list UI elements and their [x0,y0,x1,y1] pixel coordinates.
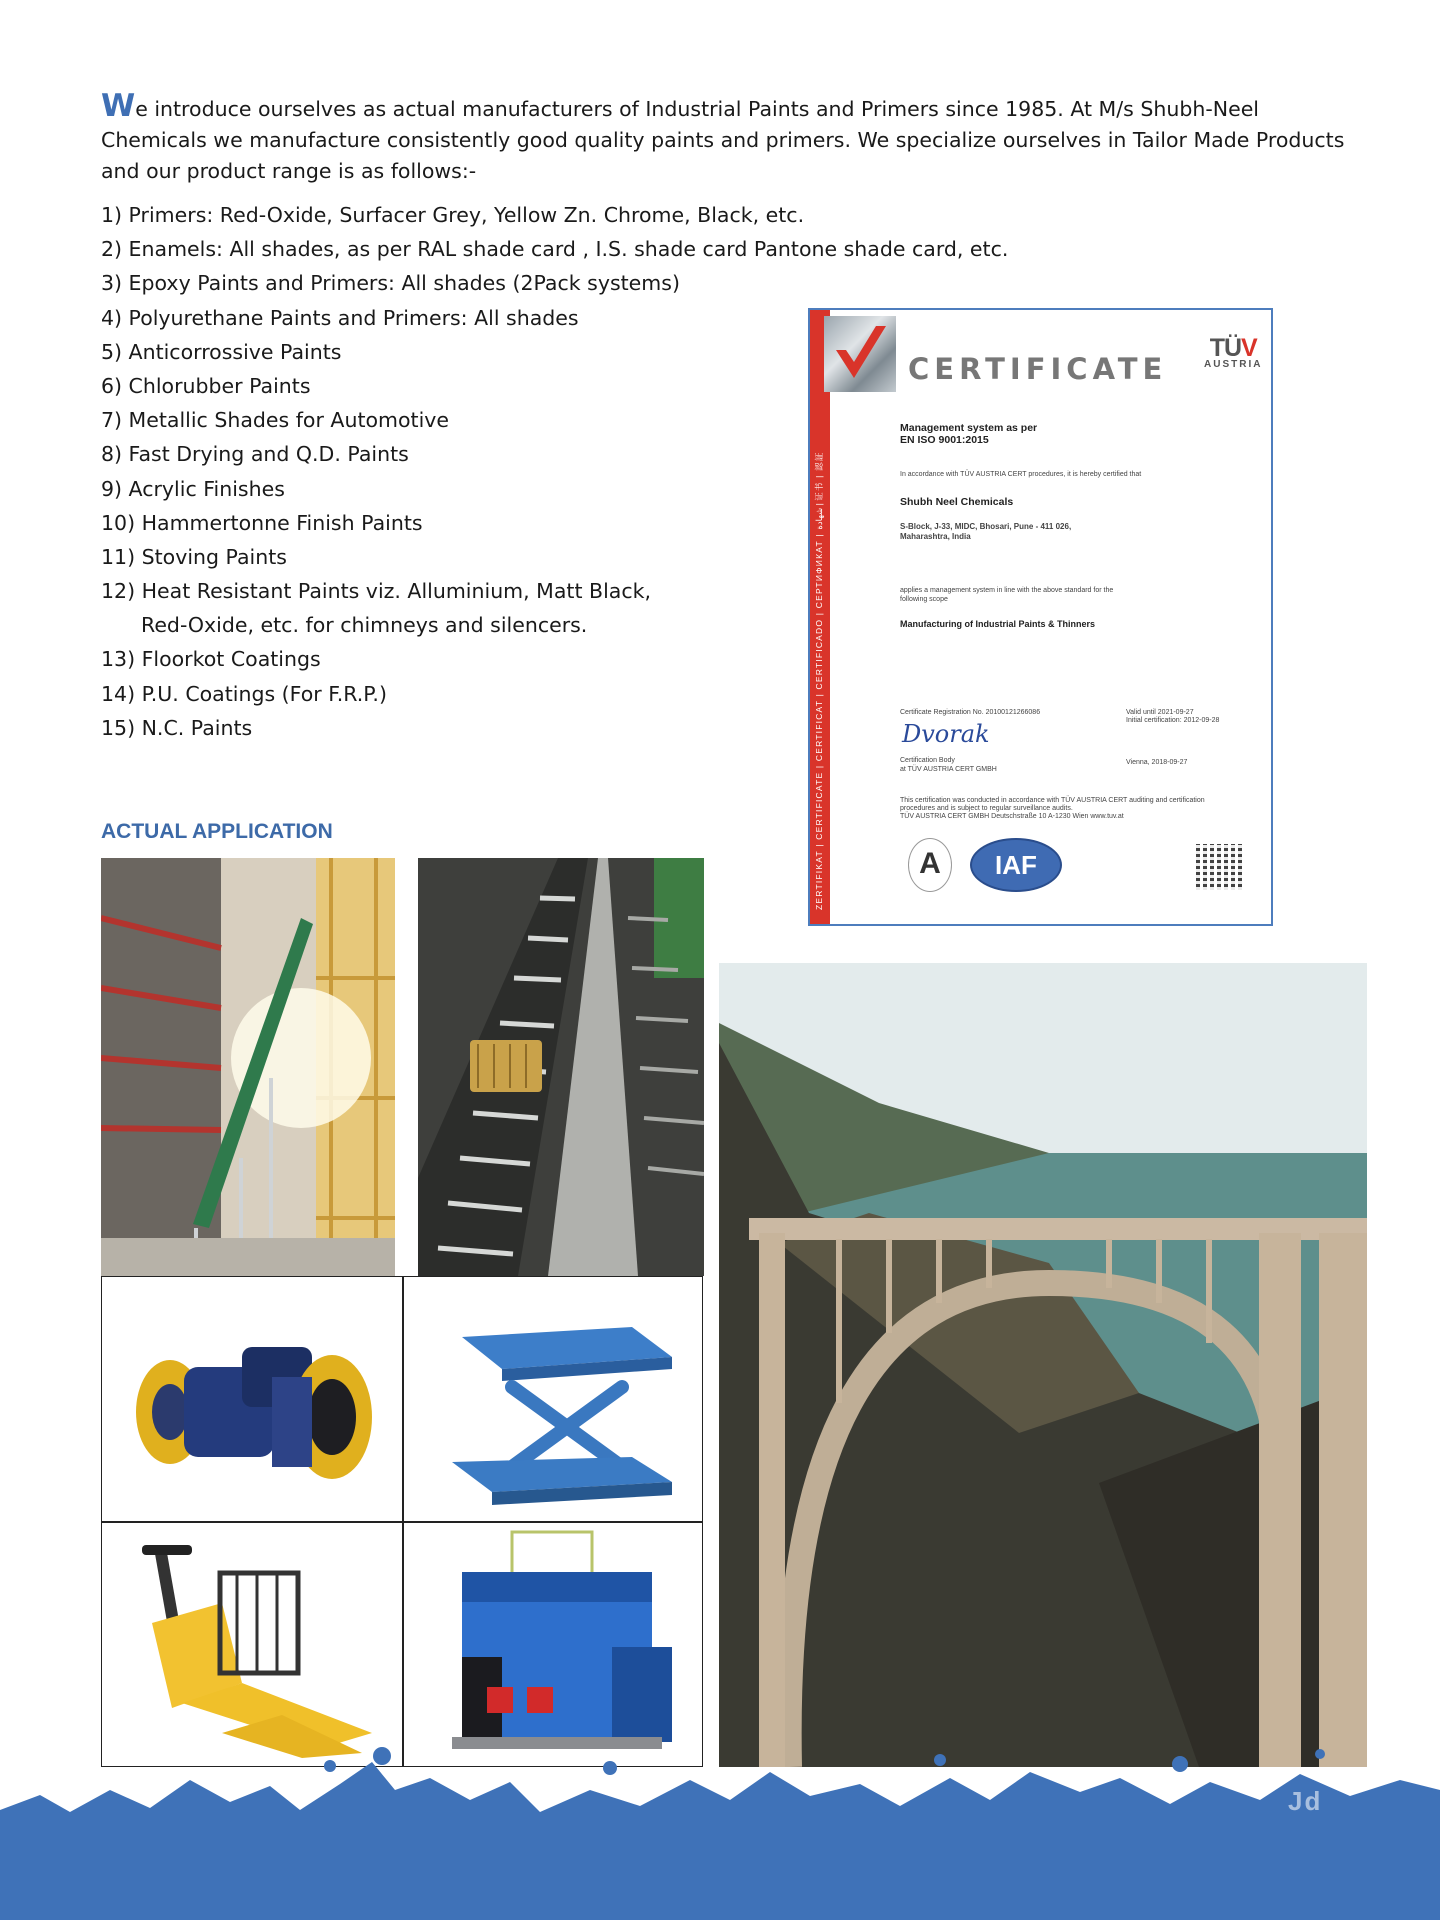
cert-initial: Initial certification: 2012-09-28 [1126,717,1220,724]
grid-divider [102,1521,702,1523]
list-item: 8) Fast Drying and Q.D. Paints [101,442,409,467]
accreditation-logo: A [908,838,952,892]
cert-company: Shubh Neel Chemicals [900,496,1014,508]
footer-paint-splash [0,1720,1440,1920]
cert-note-line2: procedures and is subject to regular surveillance audits. [900,805,1073,812]
list-item: 13) Floorkot Coatings [101,647,321,672]
cert-note-line1: This certification was conducted in accordance with TÜV AUSTRIA CERT auditing and certification [900,797,1205,804]
list-item: 1) Primers: Red-Oxide, Surfacer Grey, Yellow Zn. Chrome, Black, etc. [101,203,805,227]
scissor-lift-image [432,1297,682,1507]
cert-address-line1: S-Block, J-33, MIDC, Bhosari, Pune - 411 026, [900,522,1072,531]
cert-valid-until: Valid until 2021-09-27 [1126,709,1194,716]
cert-address-line2: Maharashtra, India [900,532,971,541]
cert-place-date: Vienna, 2018-09-27 [1126,759,1188,766]
motor-gearbox-image [122,1307,382,1497]
bridge-photo [719,963,1367,1767]
watermark-logo: Jd [1288,1786,1323,1816]
cert-system-line2: EN ISO 9001:2015 [900,434,989,446]
list-item: 4) Polyurethane Paints and Primers: All shades [101,305,579,330]
intro-text: e introduce ourselves as actual manufacturers of Industrial Paints and Primers since 1985. At M/s Shubh-Neel Chemicals we manufacture consistently good quality paints and primers. We specialize ourselves in Tailor Made Products and our product range is as follows:- [101,97,1345,183]
cert-applies-line2: following scope [900,596,948,603]
equipment-photo-grid [101,1276,703,1767]
intro-paragraph [101,88,1371,187]
iso-certificate [808,308,1273,926]
roller-conveyor-photo [418,858,704,1276]
tuv-austria-logo [1204,334,1262,370]
cert-note-line3: TÜV AUSTRIA CERT GMBH Deutschstraße 10 A-1230 Wien www.tuv.at [900,813,1124,820]
list-item: 7) Metallic Shades for Automotive [101,408,450,433]
list-item-continuation: Red-Oxide, etc. for chimneys and silencers. [141,613,588,638]
conveyor-belt-photo [101,858,395,1276]
checkmark-icon [830,320,890,386]
certificate-title: CERTIFICATE [908,352,1168,386]
list-item: 12) Heat Resistant Paints viz. Alluminium, Matt Black, [101,579,652,604]
list-item: 9) Acrylic Finishes [101,476,285,501]
tuv-logo-sub: AUSTRIA [1204,359,1263,370]
roller-conveyor-image [418,858,704,1276]
certificate-check-logo [824,316,896,392]
list-item: 6) Chlorubber Paints [101,373,311,398]
list-item: 15) N.C. Paints [101,715,253,740]
cert-body-line1: Certification Body [900,757,955,764]
cert-body-line2: at TÜV AUSTRIA CERT GMBH [900,766,997,773]
list-item: 14) P.U. Coatings (For F.R.P.) [101,681,387,706]
list-item: 3) Epoxy Paints and Primers: All shades (2Pack systems) [101,271,680,296]
cert-scope: Manufacturing of Industrial Paints & Thinners [900,619,1096,629]
cert-accordance: In accordance with TÜV AUSTRIA CERT procedures, it is hereby certified that [900,471,1142,478]
intro-dropcap: W [101,88,136,124]
cert-applies-line1: applies a management system in line with the above standard for the [900,587,1114,594]
cert-registration: Certificate Registration No. 20100121266086 [900,709,1041,716]
list-item: 10) Hammertonne Finish Paints [101,510,423,535]
arch-bridge-image [719,963,1367,1767]
certificate-side-text: ZERTIFIKAT | CERTIFICATE | CERTIFICAT | CERTIFICADO | СЕРТИФИКАТ | شهادة | 证书 | 認証 [814,451,824,910]
tuv-logo-text: TÜV [1209,334,1257,362]
qr-code-icon [1196,844,1242,890]
certificate-signature: Dvorak [902,720,990,748]
list-item: 5) Anticorrossive Paints [101,339,342,364]
list-item: 2) Enamels: All shades, as per RAL shade card , I.S. shade card Pantone shade card, etc. [101,237,1009,262]
list-item: 11) Stoving Paints [101,544,287,569]
conveyor-belt-image [101,858,395,1276]
iaf-logo: IAF [970,838,1062,892]
section-heading: ACTUAL APPLICATION [101,820,333,843]
cert-system-line1: Management system as per [900,422,1038,434]
